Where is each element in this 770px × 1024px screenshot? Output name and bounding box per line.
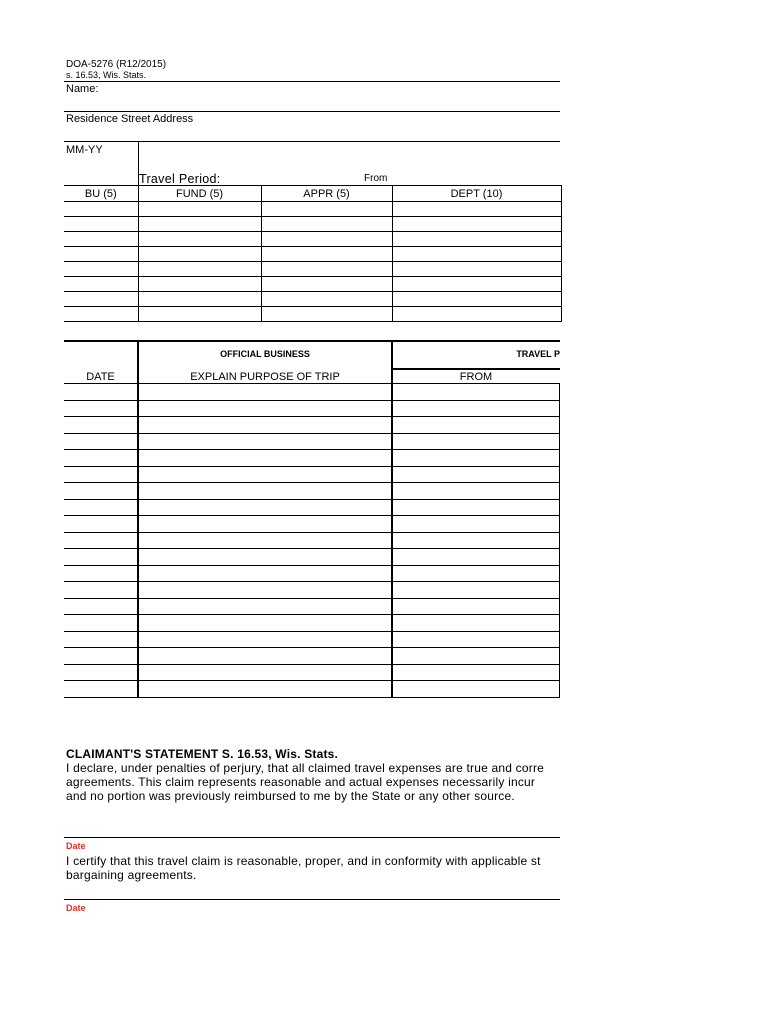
cell-date[interactable] <box>64 516 137 532</box>
table-row <box>64 532 560 549</box>
cell-date[interactable] <box>64 434 137 450</box>
statement-line-3: and no portion was previously reimbursed to me by the State or any other source. <box>66 789 515 803</box>
cell-dept[interactable] <box>392 202 561 217</box>
cell-from[interactable] <box>393 467 559 483</box>
name-label: Name: <box>66 83 99 95</box>
cell-purpose[interactable] <box>139 450 391 466</box>
cell-fund[interactable] <box>138 277 261 292</box>
table-row <box>64 307 561 322</box>
cell-from[interactable] <box>393 384 559 400</box>
table-row <box>64 680 560 697</box>
cell-purpose[interactable] <box>139 632 391 648</box>
table-row <box>64 581 560 598</box>
cell-date[interactable] <box>64 500 137 516</box>
table-row <box>64 292 561 307</box>
cell-from[interactable] <box>393 450 559 466</box>
cell-dept[interactable] <box>392 307 561 322</box>
table-row <box>64 565 560 582</box>
cell-fund[interactable] <box>138 292 261 307</box>
cell-date[interactable] <box>64 467 137 483</box>
cell-from[interactable] <box>393 533 559 549</box>
cell-date[interactable] <box>64 566 137 582</box>
cell-dept[interactable] <box>392 232 561 247</box>
cell-from[interactable] <box>393 417 559 433</box>
cell-date[interactable] <box>64 549 137 565</box>
form-number: DOA-5276 (R12/2015) <box>66 59 167 70</box>
cell-bu[interactable] <box>64 247 138 262</box>
cell-date[interactable] <box>64 615 137 631</box>
cell-appr[interactable] <box>261 217 392 232</box>
cell-from[interactable] <box>393 483 559 499</box>
cell-date[interactable] <box>64 450 137 466</box>
travel-period-from-label: From <box>364 173 388 184</box>
cell-dept[interactable] <box>392 217 561 232</box>
table-row <box>64 262 561 277</box>
cell-purpose[interactable] <box>139 681 391 697</box>
cell-from[interactable] <box>393 665 559 681</box>
cell-purpose[interactable] <box>139 615 391 631</box>
statute-reference: s. 16.53, Wis. Stats. <box>66 70 147 80</box>
cell-purpose[interactable] <box>139 483 391 499</box>
cell-appr[interactable] <box>261 247 392 262</box>
table-row <box>64 400 560 417</box>
table-row <box>64 217 561 232</box>
cell-from[interactable] <box>393 566 559 582</box>
table-row <box>64 482 560 499</box>
cell-date[interactable] <box>64 599 137 615</box>
cell-from[interactable] <box>393 516 559 532</box>
cell-from[interactable] <box>393 500 559 516</box>
cell-appr[interactable] <box>261 262 392 277</box>
funding-table <box>64 185 562 322</box>
cell-dept[interactable] <box>392 247 561 262</box>
table-row <box>64 433 560 450</box>
cell-dept[interactable] <box>392 277 561 292</box>
certify-line-1: I certify that this travel claim is reasonable, proper, and in conformity with applicable st <box>66 854 541 868</box>
cell-purpose[interactable] <box>139 434 391 450</box>
cell-purpose[interactable] <box>139 500 391 516</box>
trip-table <box>64 340 560 698</box>
cell-purpose[interactable] <box>139 665 391 681</box>
trip-top-border-date <box>64 340 139 342</box>
cell-bu[interactable] <box>64 262 138 277</box>
trip-top-border-travel <box>392 340 560 342</box>
table-row <box>64 647 560 664</box>
table-row <box>64 664 560 681</box>
claimant-signature-line <box>64 837 560 838</box>
cell-from[interactable] <box>393 401 559 417</box>
table-row <box>64 449 560 466</box>
travel-subheader-border <box>393 368 560 370</box>
table-row <box>64 548 560 565</box>
cell-date[interactable] <box>64 582 137 598</box>
cell-purpose[interactable] <box>139 648 391 664</box>
cell-fund[interactable] <box>138 202 261 217</box>
cell-bu[interactable] <box>64 232 138 247</box>
cell-date[interactable] <box>64 648 137 664</box>
cell-from[interactable] <box>393 434 559 450</box>
cell-fund[interactable] <box>138 262 261 277</box>
cell-from[interactable] <box>393 681 559 697</box>
cell-fund[interactable] <box>138 232 261 247</box>
trip-bottom-border <box>64 697 560 698</box>
cell-bu[interactable] <box>64 217 138 232</box>
table-row <box>64 202 561 217</box>
trip-top-border-business <box>138 340 393 342</box>
table-row <box>64 631 560 648</box>
cell-bu[interactable] <box>64 307 138 322</box>
cell-date[interactable] <box>64 417 137 433</box>
cell-from[interactable] <box>393 582 559 598</box>
cell-from[interactable] <box>393 648 559 664</box>
travel-group-header: TRAVEL P <box>516 349 560 359</box>
cell-purpose[interactable] <box>139 582 391 598</box>
approver-date-label: Date <box>66 903 86 913</box>
certify-line-2: bargaining agreements. <box>66 868 197 882</box>
table-row <box>64 614 560 631</box>
cell-date[interactable] <box>64 533 137 549</box>
address-field[interactable] <box>64 112 560 140</box>
address-label: Residence Street Address <box>66 113 194 125</box>
name-field[interactable] <box>64 82 560 110</box>
statement-line-2: agreements. This claim represents reasonable and actual expenses necessarily incur <box>66 775 536 789</box>
cell-appr[interactable] <box>261 202 392 217</box>
col-dept: DEPT (10) <box>392 186 561 202</box>
statement-line-1: I declare, under penalties of perjury, that all claimed travel expenses are true and corre <box>66 761 545 775</box>
claimant-signature-field[interactable] <box>64 808 560 836</box>
cell-from[interactable] <box>393 549 559 565</box>
cell-fund[interactable] <box>138 307 261 322</box>
cell-from[interactable] <box>393 615 559 631</box>
travel-period-label: Travel Period: <box>139 172 221 186</box>
cell-appr[interactable] <box>261 292 392 307</box>
cell-date[interactable] <box>64 384 137 400</box>
cell-appr[interactable] <box>261 232 392 247</box>
table-row <box>64 232 561 247</box>
table-row <box>64 499 560 516</box>
cell-purpose[interactable] <box>139 533 391 549</box>
funding-header-row <box>64 186 561 202</box>
cell-fund[interactable] <box>138 217 261 232</box>
col-bu: BU (5) <box>64 186 138 202</box>
col-fund: FUND (5) <box>138 186 261 202</box>
cell-dept[interactable] <box>392 262 561 277</box>
cell-bu[interactable] <box>64 202 138 217</box>
cell-purpose[interactable] <box>139 417 391 433</box>
cell-bu[interactable] <box>64 292 138 307</box>
table-row <box>64 416 560 433</box>
cell-dept[interactable] <box>392 292 561 307</box>
table-row <box>64 247 561 262</box>
approver-signature-field[interactable] <box>64 870 560 898</box>
cell-bu[interactable] <box>64 277 138 292</box>
cell-purpose[interactable] <box>139 384 391 400</box>
table-row <box>64 277 561 292</box>
col-appr: APPR (5) <box>261 186 392 202</box>
cell-date[interactable] <box>64 483 137 499</box>
cell-from[interactable] <box>393 632 559 648</box>
table-row <box>64 383 560 400</box>
cell-date[interactable] <box>64 665 137 681</box>
cell-purpose[interactable] <box>139 516 391 532</box>
cell-fund[interactable] <box>138 247 261 262</box>
col-date: DATE <box>86 371 115 383</box>
cell-purpose[interactable] <box>139 566 391 582</box>
cell-purpose[interactable] <box>139 467 391 483</box>
cell-appr[interactable] <box>261 277 392 292</box>
cell-purpose[interactable] <box>139 599 391 615</box>
cell-purpose[interactable] <box>139 401 391 417</box>
table-row <box>64 598 560 615</box>
official-business-header: OFFICIAL BUSINESS <box>220 349 310 359</box>
claimant-date-label: Date <box>66 841 86 851</box>
col-from: FROM <box>459 371 493 383</box>
cell-date[interactable] <box>64 632 137 648</box>
statement-title: CLAIMANT'S STATEMENT S. 16.53, Wis. Stats. <box>66 747 339 761</box>
table-row <box>64 515 560 532</box>
cell-date[interactable] <box>64 681 137 697</box>
approver-signature-line <box>64 899 560 900</box>
cell-date[interactable] <box>64 401 137 417</box>
cell-from[interactable] <box>393 599 559 615</box>
mmyy-label: MM-YY <box>66 144 103 156</box>
table-row <box>64 466 560 483</box>
col-purpose: EXPLAIN PURPOSE OF TRIP <box>190 371 340 383</box>
cell-appr[interactable] <box>261 307 392 322</box>
cell-purpose[interactable] <box>139 549 391 565</box>
